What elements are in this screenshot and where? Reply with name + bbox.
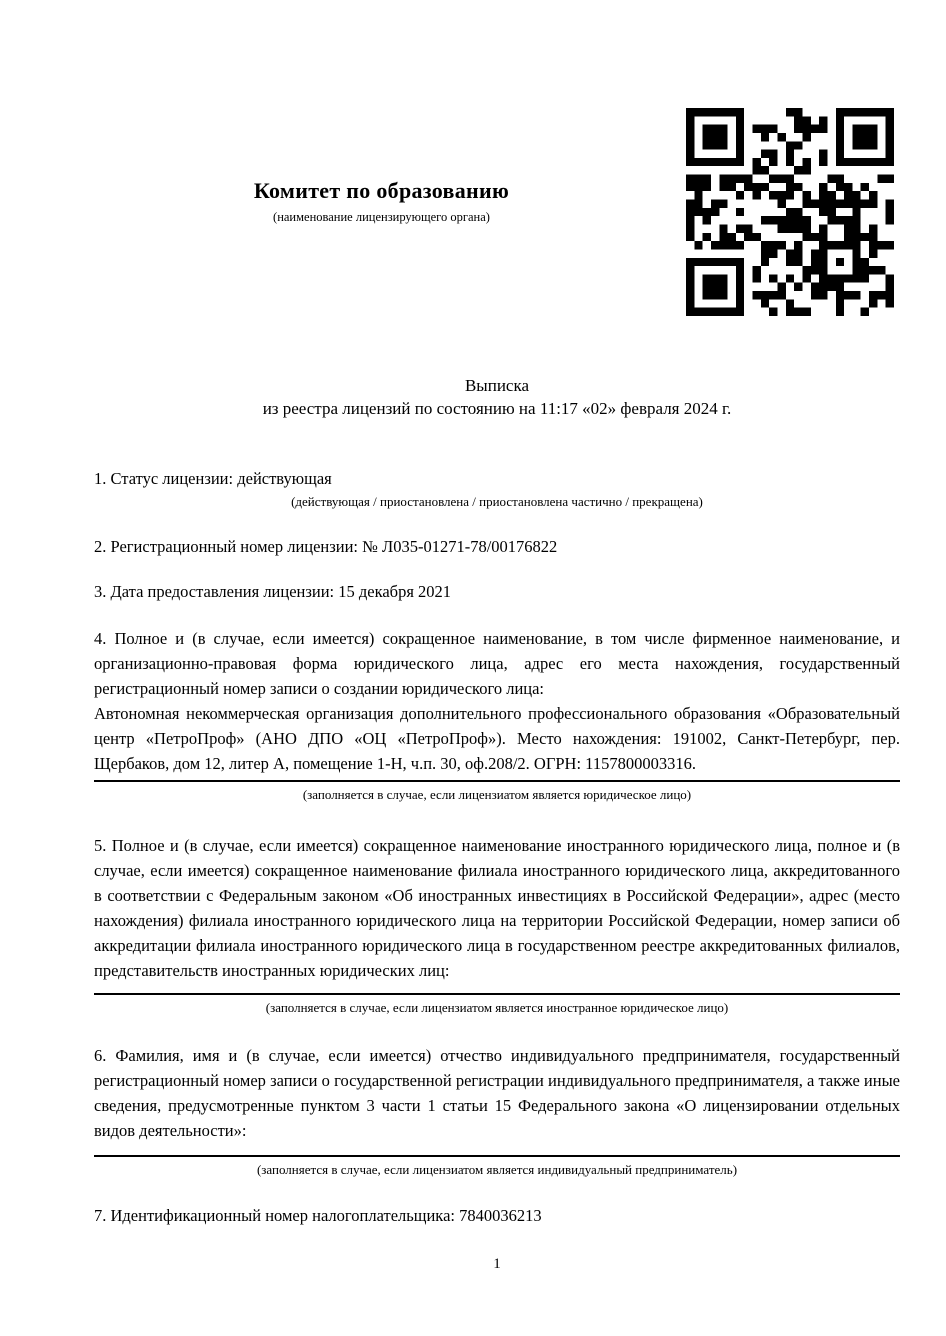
license-status-options-note: (действующая / приостановлена / приостановлена частично / прекращена) (291, 494, 703, 509)
foreign-entity-note: (заполняется в случае, если лицензиатом является иностранное юридическое лицо) (265, 1000, 729, 1015)
licensing-authority-block (94, 178, 669, 225)
license-status-text: 1. Статус лицензии: действующая (94, 469, 332, 488)
qr-code-icon (686, 108, 894, 316)
fill-line (94, 993, 900, 995)
document-title-line2: из реестра лицензий по состоянию на 11:17 «02» февраля 2024 г. (262, 399, 732, 418)
item-foreign-entity (94, 833, 900, 1016)
page-number: 1 (493, 1256, 501, 1272)
item-entrepreneur (94, 1043, 900, 1178)
licensing-authority-caption: (наименование лицензирующего органа) (273, 210, 490, 224)
item-grant-date (94, 579, 900, 604)
legal-entity-value: Автономная некоммерческая организация дополнительного профессионального образования «Образовательный центр «ПетроПроф» (АНО ДПО «ОЦ «ПетроПроф»). Место нахождения: 191002, Санкт-Петербург, пер. Щербаков, дом 12, литер А, помещение 1-Н, ч.п. 30, оф.208/2. ОГРН: 1157800003316. (94, 704, 900, 773)
item-registration-number (94, 534, 900, 559)
document-title (94, 374, 900, 420)
grant-date-text: 3. Дата предоставления лицензии: 15 декабря 2021 (94, 582, 452, 601)
item-taxpayer-number (94, 1203, 900, 1228)
document-title-line1: Выписка (464, 376, 530, 395)
legal-entity-note: (заполняется в случае, если лицензиатом является юридическое лицо) (302, 787, 692, 802)
taxpayer-number-text: 7. Идентификационный номер налогоплательщика: 7840036213 (94, 1206, 542, 1225)
entrepreneur-note: (заполняется в случае, если лицензиатом является индивидуальный предприниматель) (256, 1162, 738, 1177)
foreign-entity-label: 5. Полное и (в случае, если имеется) сокращенное наименование иностранного юридического лица, полное и (в случае, если имеется) сокращенное наименование филиала иностранного юридического лица, аккредитованного в соответствии с Федеральным законом «Об иностранных инвестициях в Российской Федерации», адрес (место нахождения) филиала иностранного юридического лица на территории Российской Федерации, номер записи об аккредитации филиала иностранного юридического лица в государственном реестре аккредитованных филиалов, представительств иностранных юридических лиц: (94, 836, 900, 980)
fill-line (94, 1155, 900, 1157)
licensing-authority-name: Комитет по образованию (253, 178, 510, 203)
fill-line (94, 780, 900, 782)
registration-number-text: 2. Регистрационный номер лицензии: № Л035-01271-78/00176822 (94, 537, 558, 556)
item-legal-entity (94, 626, 900, 803)
legal-entity-label: 4. Полное и (в случае, если имеется) сокращенное наименование, в том числе фирменное наименование, и организационно-правовая форма юридического лица, адрес его места нахождения, государственный регистрационный номер записи о создании юридического лица: (94, 629, 900, 698)
entrepreneur-label: 6. Фамилия, имя и (в случае, если имеется) отчество индивидуального предпринимателя, государственный регистрационный номер записи о государственной регистрации индивидуального предпринимателя, а также иные сведения, предусмотренные пунктом 3 части 1 статьи 15 Федерального закона «О лицензировании отдельных видов деятельности»: (94, 1046, 900, 1140)
item-license-status (94, 466, 900, 510)
